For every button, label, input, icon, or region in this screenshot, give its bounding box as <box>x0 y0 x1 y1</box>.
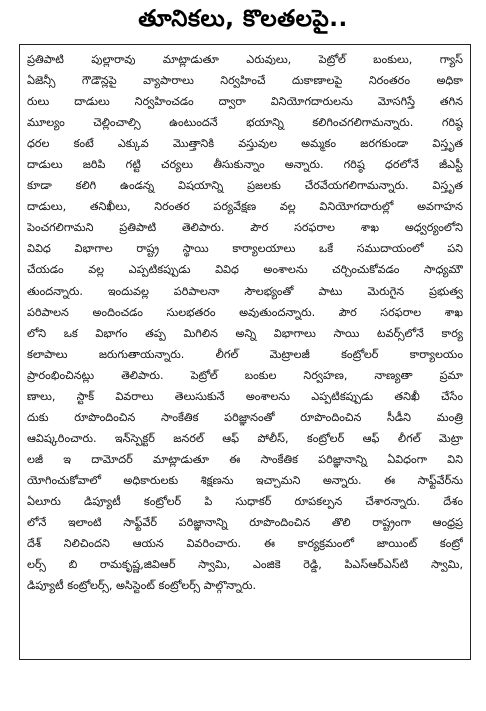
article-body <box>19 44 471 660</box>
article-line: దాడులు, తనిఖీలు, నిరంతర పర్యవేక్షణ వల్ల వినియోగదారుల్లో అవగాహన <box>27 200 463 214</box>
article-line: లోనే ఇలాంటి సాఫ్ట్‌వేర్ పరిజ్ఞానాన్ని రూపొందించిన తొలి రాష్ట్రంగా ఆంధ్రప్ర <box>27 516 463 530</box>
article-line: తుందన్నారు. ఇందువల్ల పరిపాలనా సౌలభ్యంతో పాటు మెరుగైన ప్రభుత్వ <box>27 284 463 298</box>
article-line: వివిధ విభాగాల రాష్ట్ర స్థాయి కార్యాలయాలు ఒకే సముదాయంలో పని <box>27 242 463 256</box>
article-line: కలాపాలు జరుగుతాయన్నారు. లీగల్ మెట్రాలజీ కంట్రోలర్ కార్యాలయం <box>27 347 463 361</box>
article-line: ఏజెన్సీ గౌడౌన్లపై వ్యాపారాలు నిర్వహించే దుకాణాలపై నిరంతరం అధికా <box>27 74 463 88</box>
article-line: రులు దాడులు నిర్వహించడం ద్వారా వినియోగదారులను మోసగిస్తే తగిన <box>27 95 463 109</box>
article-line: పెంచగలిగామని ప్రతిపాటి తెలిపారు. పౌర సరఫరాల శాఖ అధ్వర్యంలోని <box>27 221 463 235</box>
article-line: ప్రతిపాటి పుల్లారావు మాట్లాడుతూ ఎరువులు, పెట్రోల్ బంకులు, గ్యాస్ <box>27 53 463 66</box>
article-line: పరిపాలన అందించడం సులభతరం అవుతుందన్నారు. పౌర సరఫరాల శాఖ <box>27 305 463 319</box>
article-line: లజీ ఇ దామోదర్ మాట్లాడుతూ ఈ సాంకేతిక పరిజ్ఞానాన్ని ఏవిధంగా విని <box>27 452 463 466</box>
article-line: చేయడం వల్ల ఎప్పటికప్పుడు వివిధ అంశాలను చర్చించుకోవడం సాధ్యమౌ <box>27 263 463 277</box>
article-line: ణాలు, స్టాక్ వివరాలు తెలుసుకునే అంశాలను ఎప్పటికప్పుడు తనిఖీ చేసేం <box>27 389 463 403</box>
article-line: లోని ఒక విభాగం తప్ప మిగిలిన అన్ని విభాగాలు సాయి టవర్స్‌లోనే కార్య <box>27 326 463 340</box>
article-line: దేశ్ నిలిచిందని ఆయన వివరించారు. ఈ కార్యక్రమంలో జాయింట్ కంట్రో <box>27 537 463 551</box>
headline: తూనికలు, కొలతలపై.. <box>138 6 348 32</box>
article-line: ఏలూరు డిప్యూటీ కంట్రోలర్ పి సుధాకర్ రూపకల్పన చేశారన్నారు. దేశం <box>27 494 463 508</box>
article-line: ఆవిష్కరించారు. ఇన్‌స్పెక్టర్ జనరల్ ఆఫ్ పోలీస్, కంట్రోలర్ ఆఫ్ లీగల్ మెట్రా <box>27 431 463 445</box>
article-line: కూడా కలిగి ఉండన్న విషయాన్ని ప్రజలకు చేరవేయగలిగామన్నారు. విస్తృత <box>27 179 463 193</box>
article-line: లర్స్ బి రామకృష్ణ,జివిఆర్ స్వామి, ఎంజికె రెడ్డి, పిఎస్ఆర్ఎస్‌టి స్వామి, <box>27 558 463 572</box>
article-line: ధరల కంటే ఎక్కువ మొత్తానికి వస్తువుల అమ్మకం జరగకుండా విస్తృత <box>27 137 463 151</box>
article-line: డిప్యూటీ కంట్రోలర్స్, అసిస్టెంట్ కంట్రోలర్స్ పాల్గొన్నారు. <box>27 579 257 593</box>
article-line: దుకు రూపొందించిన సాంకేతిక పరిజ్ఞానంతో రూపొందించిన సీడీని మంత్రి <box>27 410 463 424</box>
article-line: దాడులు జరిపి గట్టి చర్యలు తీసుకున్నాం అన్నారు. గరిష్ఠ ధరలోనే జీఎస్టీ <box>27 158 463 172</box>
article-line: ప్రారంభించినట్లు తెలిపారు. పెట్రోల్ బంకుల నిర్వహణ, నాణ్యతా ప్రమా <box>27 368 463 382</box>
article-line: యోగించుకోవాలో అధికారులకు శిక్షణను ఇచ్చామని అన్నారు. ఈ సాఫ్ట్‌వేర్‌ను <box>27 473 463 487</box>
article-line: మూల్యం చెల్లించాల్సి ఉంటుందనే భయాన్ని కలిగించగలిగామన్నారు. గరిష్ఠ <box>27 116 463 130</box>
